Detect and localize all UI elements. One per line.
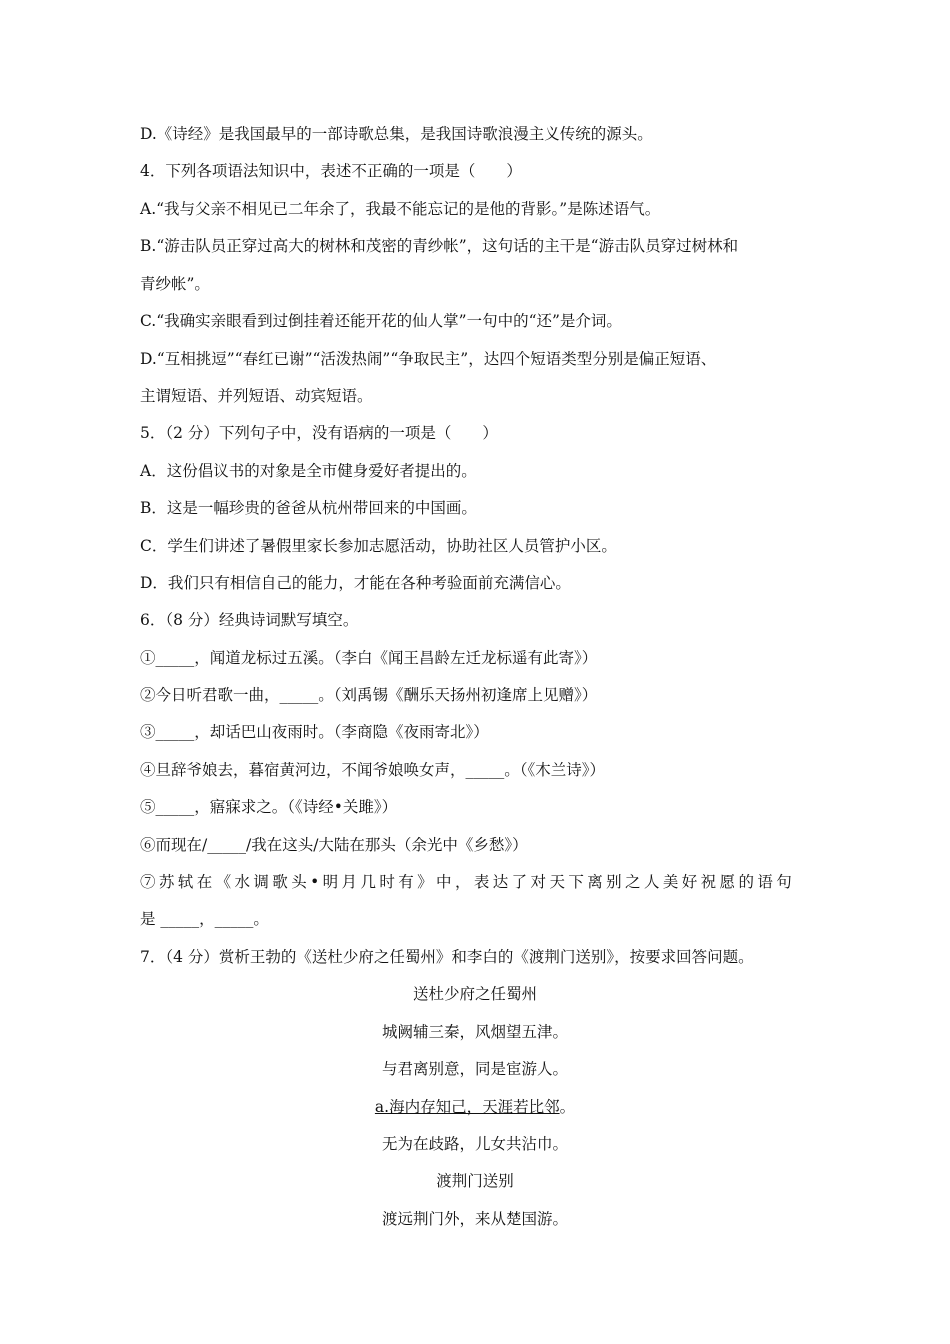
q6-item-5: ⑤_____，寤寐求之。（《诗经•关雎》） bbox=[140, 798, 398, 816]
q5-option-d: D．我们只有相信自己的能力，才能在各种考验面前充满信心。 bbox=[140, 574, 571, 592]
poem1-line-1: 城阙辅三秦，风烟望五津。 bbox=[381, 1023, 568, 1041]
q6-item-4: ④旦辞爷娘去，暮宿黄河边，不闻爷娘唤女声，_____。（《木兰诗》） bbox=[140, 761, 606, 779]
q5-stem: 5．（2 分）下列句子中，没有语病的一项是（ ） bbox=[140, 424, 498, 442]
poem1-line-4: 无为在歧路，儿女共沾巾。 bbox=[381, 1135, 568, 1153]
q4-option-c: C.“我确实亲眼看到过倒挂着还能开花的仙人掌”一句中的“还”是介词。 bbox=[140, 312, 622, 330]
q4-option-a: A.“我与父亲不相见已二年余了，我最不能忘记的是他的背影。”是陈述语气。 bbox=[140, 200, 661, 218]
q4-option-d-line2: 主谓短语、并列短语、动宾短语。 bbox=[140, 387, 373, 405]
q6-item-7-line2: 是 _____，_____。 bbox=[140, 910, 269, 928]
q7-stem: 7．（4 分）赏析王勃的《送杜少府之任蜀州》和李白的《渡荆门送别》，按要求回答问题。 bbox=[140, 948, 754, 966]
q5-option-a: A．这份倡议书的对象是全市健身爱好者提出的。 bbox=[140, 462, 477, 480]
q4-option-b-line2: 青纱帐”。 bbox=[140, 275, 210, 293]
q3-option-d: D.《诗经》是我国最早的一部诗歌总集，是我国诗歌浪漫主义传统的源头。 bbox=[140, 125, 653, 143]
poem1-line-3-underlined: a.海内存知己，天涯若比邻 bbox=[374, 1098, 560, 1116]
poem1-title: 送杜少府之任蜀州 bbox=[412, 985, 537, 1003]
q6-item-7-line1: ⑦苏轼在《水调歌头•明月几时有》中，表达了对天下离别之人美好祝愿的语句 bbox=[140, 873, 796, 891]
q6-item-1: ①_____，闻道龙标过五溪。（李白《闻王昌龄左迁龙标遥有此寄》） bbox=[140, 649, 598, 667]
poem2-title: 渡荆门送别 bbox=[436, 1172, 514, 1190]
q4-stem: 4．下列各项语法知识中，表述不正确的一项是（ ） bbox=[140, 162, 522, 180]
q4-option-b-line1: B.“游击队员正穿过高大的树林和茂密的青纱帐”，这句话的主干是“游击队员穿过树林和 bbox=[140, 237, 739, 255]
poem2-line-1: 渡远荆门外，来从楚国游。 bbox=[381, 1210, 568, 1228]
q5-option-b: B．这是一幅珍贵的爸爸从杭州带回来的中国画。 bbox=[140, 499, 477, 517]
q4-option-d-line1: D.“互相挑逗”“春红已谢”“活泼热闹”“争取民主”，达四个短语类型分别是偏正短语、 bbox=[140, 350, 717, 368]
q6-stem: 6．（8 分）经典诗词默写填空。 bbox=[140, 611, 359, 629]
q6-item-6: ⑥而现在/_____/我在这头/大陆在那头（余光中《乡愁》） bbox=[140, 836, 528, 854]
q6-item-3: ③_____，却话巴山夜雨时。（李商隐《夜雨寄北》） bbox=[140, 723, 489, 741]
q6-item-2: ②今日听君歌一曲，_____。（刘禹锡《酬乐天扬州初逢席上见赠》） bbox=[140, 686, 598, 704]
poem1-line-3-end: 。 bbox=[559, 1098, 576, 1116]
q5-option-c: C．学生们讲述了暑假里家长参加志愿活动，协助社区人员管护小区。 bbox=[140, 537, 617, 555]
poem1-line-3 bbox=[0, 1096, 950, 1118]
poem1-line-2: 与君离别意，同是宦游人。 bbox=[381, 1060, 568, 1078]
